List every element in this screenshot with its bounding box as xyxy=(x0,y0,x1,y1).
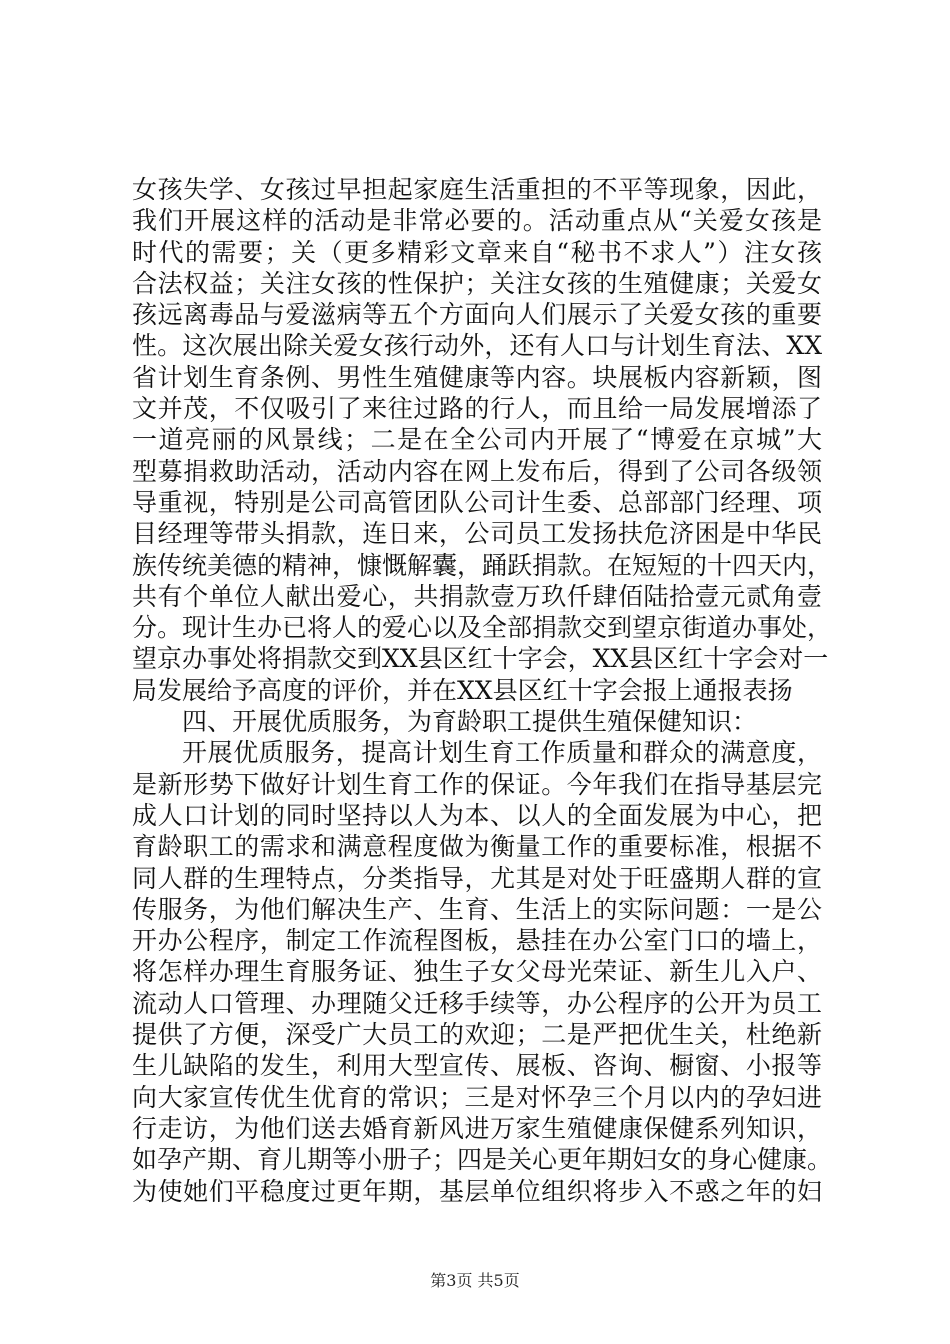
text-line: 将怎样办理生育服务证、独生子女父母光荣证、新生儿入户、 xyxy=(132,957,822,987)
text-line: 一道亮丽的风景线；二是在全公司内开展了“博爱在京城”大 xyxy=(132,425,822,455)
text-line: 共有个单位人献出爱心，共捐款壹万玖仟肆佰陆拾壹元贰角壹 xyxy=(132,581,822,611)
text-line: 开展优质服务，提高计划生育工作质量和群众的满意度， xyxy=(182,738,822,768)
text-line: 生儿缺陷的发生，利用大型宣传、展板、咨询、橱窗、小报等 xyxy=(132,1051,822,1081)
text-line: 合法权益；关注女孩的性保护；关注女孩的生殖健康；关爱女 xyxy=(132,268,822,298)
text-line: 文并茂，不仅吸引了来往过路的行人，而且给一局发展增添了 xyxy=(132,394,822,424)
text-line: 是新形势下做好计划生育工作的保证。今年我们在指导基层完 xyxy=(132,769,822,799)
text-line: 成人口计划的同时坚持以人为本、以人的全面发展为中心，把 xyxy=(132,800,822,830)
text-line: 同人群的生理特点，分类指导，尤其是对处于旺盛期人群的宣 xyxy=(132,863,822,893)
text-line: 向大家宣传优生优育的常识；三是对怀孕三个月以内的孕妇进 xyxy=(132,1082,822,1112)
text-line: 为使她们平稳度过更年期，基层单位组织将步入不惑之年的妇 xyxy=(132,1176,822,1206)
page-footer: 第3页 共5页 xyxy=(430,1271,520,1290)
section-heading: 四、开展优质服务，为育龄职工提供生殖保健知识： xyxy=(182,707,758,737)
text-line: 型募捐救助活动，活动内容在网上发布后，得到了公司各级领 xyxy=(132,456,822,486)
text-line: 我们开展这样的活动是非常必要的。活动重点从“关爱女孩是 xyxy=(132,206,822,236)
text-line: 女孩失学、女孩过早担起家庭生活重担的不平等现象，因此， xyxy=(132,175,822,204)
text-line: 开办公程序，制定工作流程图板，悬挂在办公室门口的墙上， xyxy=(132,926,822,956)
text-line: 流动人口管理、办理随父迁移手续等，办公程序的公开为员工 xyxy=(132,988,822,1018)
text-line: 族传统美德的精神，慷慨解囊，踊跃捐款。在短短的十四天内， xyxy=(132,550,833,580)
text-line: 育龄职工的需求和满意程度做为衡量工作的重要标准，根据不 xyxy=(132,832,822,862)
text-line: 省计划生育条例、男性生殖健康等内容。块展板内容新颖，图 xyxy=(132,362,822,392)
text-line: 望京办事处将捐款交到XX县区红十字会，XX县区红十字会对一 xyxy=(132,644,829,674)
text-line: 行走访，为他们送去婚育新风进万家生殖健康保健系列知识， xyxy=(132,1113,822,1143)
text-line: 传服务，为他们解决生产、生育、生活上的实际问题：一是公 xyxy=(132,894,822,924)
text-line: 孩远离毒品与爱滋病等五个方面向人们展示了关爱女孩的重要 xyxy=(132,300,822,330)
text-line: 性。这次展出除关爱女孩行动外，还有人口与计划生育法、XX xyxy=(132,331,822,361)
text-line: 时代的需要；关（更多精彩文章来自“秘书不求人”）注女孩 xyxy=(132,237,822,267)
text-line: 如孕产期、育儿期等小册子；四是关心更年期妇女的身心健康。 xyxy=(132,1145,833,1175)
text-line: 目经理等带头捐款，连日来，公司员工发扬扶危济困是中华民 xyxy=(132,519,822,549)
body-text xyxy=(132,174,833,1207)
text-line: 导重视，特别是公司高管团队公司计生委、总部部门经理、项 xyxy=(132,487,822,517)
text-line: 提供了方便，深受广大员工的欢迎；二是严把优生关，杜绝新 xyxy=(132,1020,822,1050)
text-line: 分。现计生办已将人的爱心以及全部捐款交到望京街道办事处， xyxy=(132,613,833,643)
text-line: 局发展给予高度的评价，并在XX县区红十字会报上通报表扬 xyxy=(132,675,793,705)
